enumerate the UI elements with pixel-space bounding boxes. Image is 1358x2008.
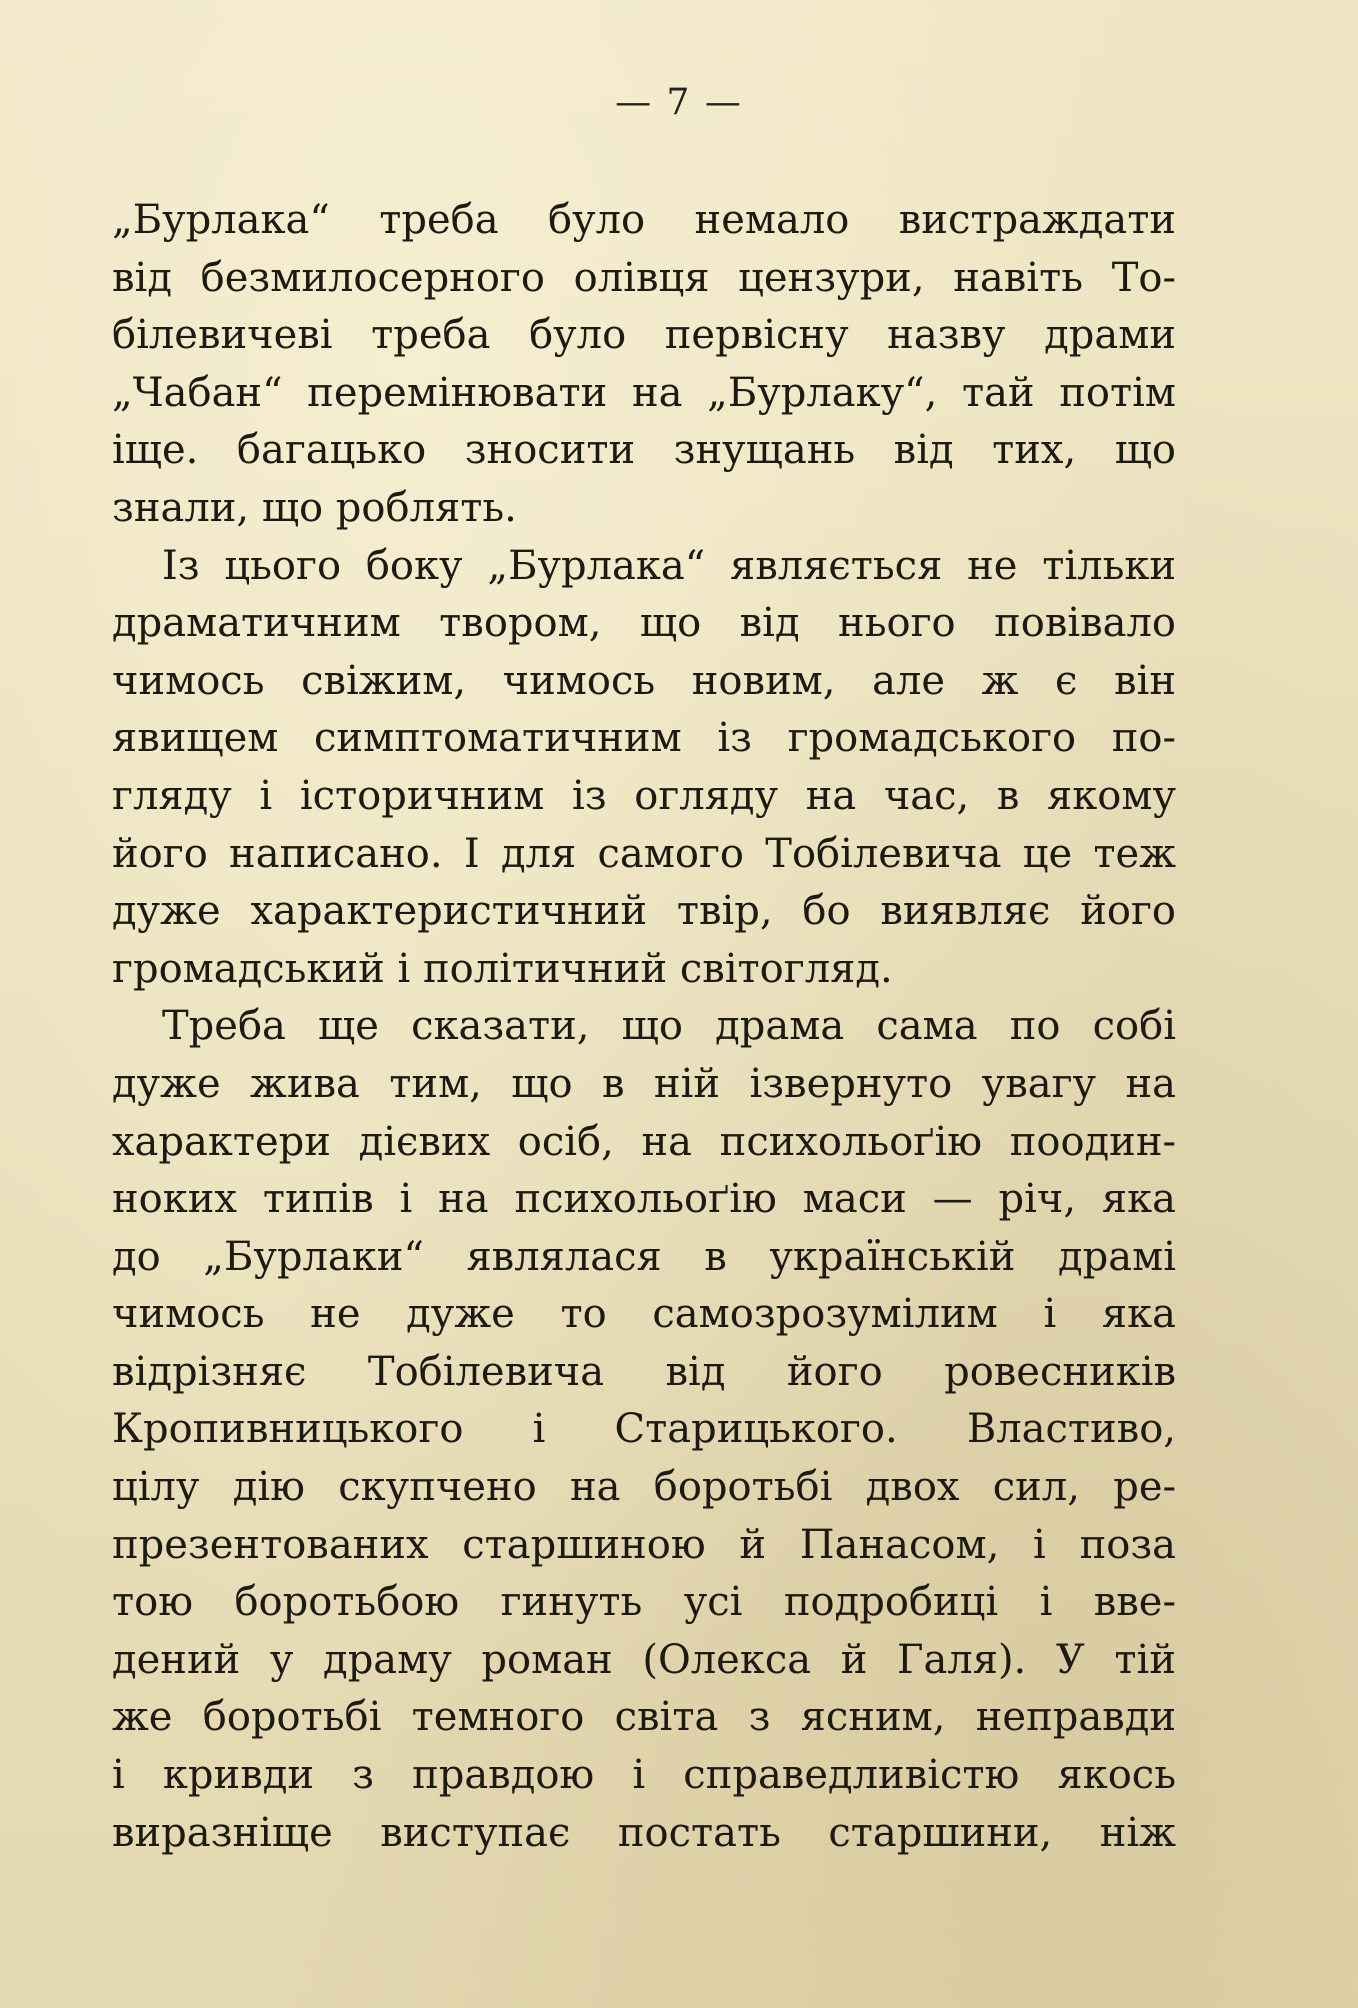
text-line: білевичеві треба було первісну назву драми: [112, 312, 1176, 359]
text-line: виразніще виступає постать старшини, ніж: [112, 1809, 1176, 1856]
text-line: дуже характеристичний твір, бо виявляє його: [112, 888, 1176, 935]
text-line: характери дієвих осіб, на психольоґію поодин-: [112, 1118, 1176, 1165]
paragraph-1: [112, 192, 1176, 538]
text-line: Кропивницького і Старицького. Властиво,: [112, 1406, 1176, 1453]
text-line: громадський і політичний світогляд.: [112, 945, 893, 992]
paragraph-2: [112, 538, 1176, 999]
text-line: іще. багацько зносити знущань від тих, що: [112, 427, 1176, 474]
text-line: явищем симптоматичним із громадського по-: [112, 715, 1176, 762]
text-line: і кривди з правдою і справедливістю якось: [112, 1752, 1176, 1799]
text-line: знали, що роблять.: [112, 484, 517, 531]
text-line: від безмилосерного олівця цензури, навіть То-: [112, 254, 1176, 301]
text-line: „Чабан“ перемінювати на „Бурлаку“, тай потім: [112, 369, 1176, 416]
body-text: [112, 192, 1176, 1862]
text-line: „Бурлака“ треба було немало вистраждати: [112, 197, 1176, 243]
text-line: Треба ще сказати, що драма сама по собі: [162, 1003, 1176, 1050]
page-number: — 7 —: [615, 82, 743, 123]
text-line: чимось не дуже то самозрозумілим і яка: [112, 1291, 1176, 1338]
text-line: його написано. І для самого Тобілевича це теж: [112, 830, 1176, 877]
text-line: драматичним твором, що від нього повівало: [112, 600, 1176, 647]
text-line: тою боротьбою гинуть усі подробиці і вве-: [112, 1579, 1176, 1626]
text-line: же боротьбі темного світа з ясним, неправди: [112, 1694, 1176, 1741]
text-line: ноких типів і на психольоґію маси — річ, яка: [112, 1176, 1176, 1223]
text-line: Із цього боку „Бурлака“ являється не тільки: [162, 542, 1176, 589]
text-line: до „Бурлаки“ являлася в українській драмі: [112, 1233, 1176, 1280]
text-line: презентованих старшиною й Панасом, і поза: [112, 1521, 1176, 1568]
text-line: відрізняє Тобілевича від його ровесників: [112, 1348, 1176, 1395]
text-line: чимось свіжим, чимось новим, але ж є він: [112, 657, 1176, 704]
text-line: дуже жива тим, що в ній ізвернуто увагу на: [112, 1060, 1176, 1107]
text-line: гляду і історичним із огляду на час, в якому: [112, 772, 1176, 819]
paragraph-3: [112, 998, 1176, 1862]
text-line: цілу дію скупчено на боротьбі двох сил, ре-: [112, 1464, 1176, 1511]
text-line: дений у драму роман (Олекса й Галя). У тій: [112, 1636, 1176, 1683]
